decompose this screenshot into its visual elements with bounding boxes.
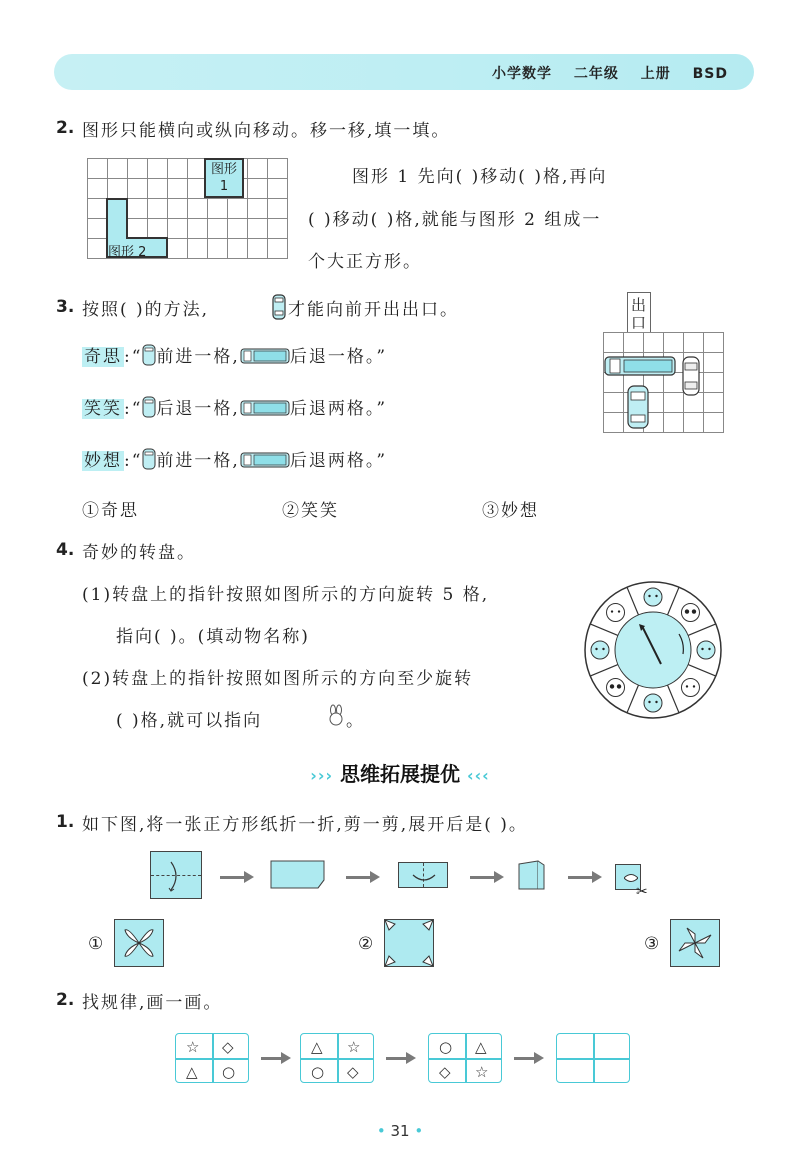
q2-grid-cell [168, 159, 188, 179]
lion-icon [644, 588, 662, 606]
q4-number: 4. [56, 540, 75, 560]
q2-grid-cell [208, 239, 228, 259]
spinner-wheel [583, 580, 723, 720]
q4-part1-b: 指向( )。(填动物名称) [116, 627, 310, 647]
q2-line3: 个大正方形。 [308, 252, 422, 272]
q2-grid-cell [168, 199, 188, 219]
q3-number: 3. [56, 297, 75, 317]
header-volume: 上册 [640, 66, 671, 82]
q3-grid-cell [684, 333, 704, 353]
q3-row-3-move-a: 前进一格, [156, 451, 240, 471]
pattern-box-3 [428, 1033, 502, 1083]
e1-title: 如下图,将一张正方形纸折一折,剪一剪,展开后是( )。 [82, 815, 528, 835]
q2-grid-cell [248, 159, 268, 179]
q2-grid-cell [188, 219, 208, 239]
q2-grid-cell [128, 159, 148, 179]
q3-title-b: 才能向前开出出口。 [288, 300, 459, 320]
exit-box [627, 292, 651, 332]
shape-1-label-b: 1 [219, 179, 229, 194]
cat-icon [697, 641, 715, 659]
q4-title: 奇妙的转盘。 [82, 543, 196, 563]
cut-mark [624, 871, 638, 885]
header-text [476, 63, 728, 83]
q3-row-1-name: 奇思 [84, 347, 122, 367]
side-car [682, 356, 700, 396]
q3-grid-cell [664, 393, 684, 413]
panda-icon [607, 678, 625, 696]
pattern-symbol: ☆ [186, 1038, 200, 1056]
pattern-symbol: ○ [222, 1063, 236, 1081]
q2-number: 2. [56, 118, 75, 138]
step-arrow-3 [470, 876, 496, 879]
q3-row-3 [82, 446, 387, 471]
q3-grid-cell [624, 333, 644, 353]
q3-row-2-move-a: 后退一格, [156, 399, 240, 419]
e1-option-2-image[interactable] [384, 919, 434, 967]
q3-grid-cell [644, 333, 664, 353]
pattern-symbol: ◇ [222, 1038, 234, 1056]
q3-row-1-move-a: 前进一格, [156, 347, 240, 367]
bus-icon [240, 400, 290, 416]
bus-icon [240, 452, 290, 468]
section-title [0, 758, 800, 787]
q3-grid-cell [704, 393, 724, 413]
pattern-symbol: △ [475, 1038, 487, 1056]
shape-2-label: 图形 2 [108, 245, 147, 260]
fold-step-3 [398, 862, 448, 888]
q2-line1: 图形 1 先向( )移动( )格,再向 [352, 167, 608, 187]
q3-grid-cell [704, 333, 724, 353]
q3-grid-cell [704, 353, 724, 373]
q2-grid-cell [168, 219, 188, 239]
target-car [627, 385, 649, 429]
q3-grid-cell [704, 373, 724, 393]
q3-grid-cell [604, 413, 624, 433]
q2-grid-cell [248, 199, 268, 219]
q3-option-2[interactable]: ②笑笑 [282, 501, 339, 521]
e2-number: 2. [56, 990, 75, 1010]
q2-line2: ( )移动( )格,就能与图形 2 组成一 [308, 210, 602, 230]
pattern-arrow [261, 1057, 283, 1060]
header-subject: 小学数学 [492, 66, 552, 82]
q2-grid-cell [268, 199, 288, 219]
q2-grid-cell [268, 239, 288, 259]
q3-grid-cell [604, 393, 624, 413]
pattern-symbol: ◇ [439, 1063, 451, 1081]
step-arrow-2 [346, 876, 372, 879]
car-icon [142, 396, 156, 418]
q3-row-1-quote: :“ [124, 347, 143, 367]
q2-grid-cell [248, 239, 268, 259]
bus-car [604, 355, 676, 377]
step-arrow-4 [568, 876, 594, 879]
pattern-box-1 [175, 1033, 249, 1083]
q3-grid-cell [684, 413, 704, 433]
q2-grid-cell [268, 219, 288, 239]
q3-parking-grid [603, 332, 724, 433]
q2-grid-cell [248, 179, 268, 199]
corner-pattern-2 [385, 920, 433, 966]
page-number: • 31 • [376, 1122, 424, 1140]
fold-arrow-icon [167, 860, 183, 892]
leaf-pattern-1 [115, 920, 163, 966]
q3-grid-cell [664, 413, 684, 433]
fold-step-2 [270, 860, 326, 890]
q2-grid-cell [248, 219, 268, 239]
pattern-symbol: ☆ [475, 1063, 489, 1081]
q2-grid-cell [148, 159, 168, 179]
shape-1-label-a: 图形 [210, 162, 237, 177]
q3-title-a: 按照( )的方法, [82, 300, 210, 320]
pinwheel-pattern-3 [671, 920, 719, 966]
e1-option-label-3[interactable]: ③ [644, 934, 662, 954]
e1-option-label-1[interactable]: ① [88, 934, 106, 954]
lion-icon [644, 694, 662, 712]
header-grade: 二年级 [573, 66, 619, 82]
q2-grid-cell [228, 199, 248, 219]
fold-step-1 [150, 851, 202, 899]
q3-grid-cell [664, 333, 684, 353]
q2-grid-cell [228, 239, 248, 259]
e2-title: 找规律,画一画。 [82, 993, 223, 1013]
section-arrows-left: ››› [310, 766, 334, 785]
q2-grid-cell [208, 199, 228, 219]
q2-grid-cell [108, 179, 128, 199]
cat-icon [591, 641, 609, 659]
q3-row-3-name: 妙想 [84, 451, 122, 471]
pattern-answer-box[interactable] [556, 1033, 630, 1083]
car-icon [272, 294, 286, 320]
q2-grid-cell [188, 199, 208, 219]
q2-grid-cell [188, 239, 208, 259]
header-edition: BSD [692, 66, 728, 82]
pattern-arrow [386, 1057, 408, 1060]
q3-option-1[interactable]: ①奇思 [82, 501, 139, 521]
pattern-symbol: ○ [311, 1063, 325, 1081]
q3-row-3-move-b: 后退两格。” [289, 451, 388, 471]
exit-label-a: 出 [631, 296, 647, 314]
q2-grid-cell [108, 159, 128, 179]
panda-icon [681, 604, 699, 622]
e1-option-3-image[interactable] [670, 919, 720, 967]
header-bar [54, 54, 754, 90]
e1-number: 1. [56, 812, 75, 832]
rabbit-icon [326, 704, 346, 726]
pattern-symbol: △ [186, 1063, 198, 1081]
q3-grid-cell [704, 413, 724, 433]
car-icon [142, 448, 156, 470]
q3-row-3-quote: :“ [124, 451, 143, 471]
q2-grid-cell [148, 179, 168, 199]
exit-label-b: 口 [631, 314, 647, 332]
step-arrow-1 [220, 876, 246, 879]
q3-grid-cell [684, 393, 704, 413]
car-icon [142, 344, 156, 366]
pattern-symbol: ○ [439, 1038, 453, 1056]
q2-grid-cell [208, 219, 228, 239]
q2-grid-cell [228, 219, 248, 239]
fold-step-4 [518, 860, 546, 890]
pattern-arrow [514, 1057, 536, 1060]
e1-option-1-image[interactable] [114, 919, 164, 967]
q2-grid-cell [168, 239, 188, 259]
rabbit-icon [607, 604, 625, 622]
q3-row-2 [82, 394, 387, 419]
q3-grid-cell [604, 333, 624, 353]
q4-part2-a: (2)转盘上的指针按照如图所示的方向至少旋转 [82, 669, 474, 689]
q2-grid-cell [88, 159, 108, 179]
q4-part2-b: ( )格,就可以指向 [116, 711, 263, 731]
pattern-symbol: ◇ [347, 1063, 359, 1081]
shape-1 [204, 158, 244, 198]
q4-part2-c: 。 [346, 711, 365, 731]
q2-grid-cell [168, 179, 188, 199]
e1-option-label-2[interactable]: ② [358, 934, 376, 954]
page-number-value: 31 [390, 1122, 410, 1140]
bus-icon [240, 348, 290, 364]
q3-option-3[interactable]: ③妙想 [482, 501, 539, 521]
q3-row-2-move-b: 后退两格。” [289, 399, 388, 419]
q2-grid-cell [88, 179, 108, 199]
section-arrows-right: ‹‹‹ [466, 766, 490, 785]
q3-row-1 [82, 342, 387, 367]
fold-arrow-icon-2 [411, 871, 437, 883]
section-title-text: 思维拓展提优 [340, 762, 460, 786]
q4-part1-a: (1)转盘上的指针按照如图所示的方向旋转 5 格, [82, 585, 490, 605]
pattern-box-2 [300, 1033, 374, 1083]
q2-grid-cell [268, 179, 288, 199]
pattern-symbol: ☆ [347, 1038, 361, 1056]
q3-row-2-quote: :“ [124, 399, 143, 419]
q3-row-1-move-b: 后退一格。” [289, 347, 388, 367]
q2-grid-cell [268, 159, 288, 179]
q3-row-2-name: 笑笑 [84, 399, 122, 419]
q2-grid-cell [128, 179, 148, 199]
pattern-symbol: △ [311, 1038, 323, 1056]
rabbit-icon [681, 678, 699, 696]
q2-title: 图形只能横向或纵向移动。移一移,填一填。 [82, 121, 451, 141]
scissors-icon: ✂ [636, 884, 648, 900]
